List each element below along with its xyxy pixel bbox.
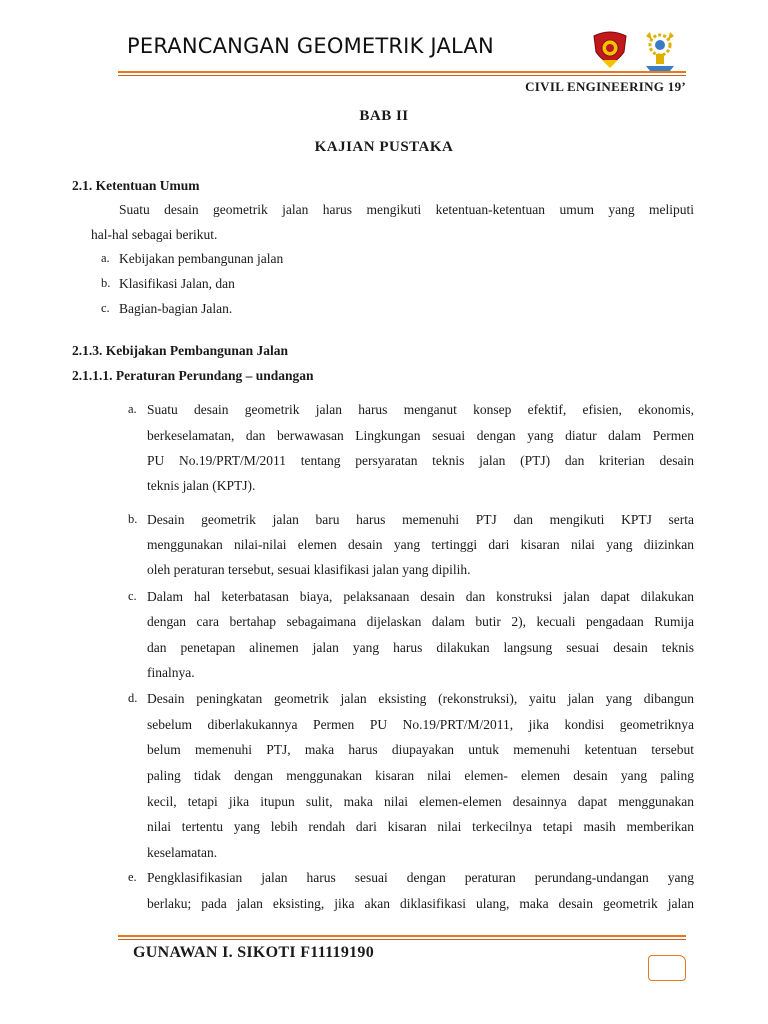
list-item-line: finalnya. [147,665,195,680]
footer-author: GUNAWAN I. SIKOTI F11119190 [133,944,375,961]
list-item-line: teknis jalan (KPTJ). [147,478,256,493]
section-heading-2-1-1-1: 2.1.1.1. Peraturan Perundang – undangan [72,368,314,383]
list-marker: b. [101,276,111,290]
page-number-box [648,955,686,981]
header-rule-thin [118,75,686,76]
list-item-line: PU No.19/PRT/M/2011 tentang persyaratan teknis jalan (PTJ) dan kriterian desain [147,453,694,468]
chapter-number: BAB II [359,108,409,124]
university-emblem-icon [594,32,626,68]
list-item-line: oleh peraturan tersebut, sesuai klasifikasi jalan yang dipilih. [147,562,471,577]
list-item-line: paling tidak dengan menggunakan kisaran nilai elemen- elemen desain yang paling [147,768,694,783]
list-item-line: nilai tertentu yang lebih rendah dari kisaran nilai terkecilnya tetapi masih memberikan [147,819,694,834]
list-item-line: berlaku; pada jalan eksisting, jika akan diklasifikasi ulang, maka desain geometrik jalan [147,896,694,911]
list-item: Kebijakan pembangunan jalan [119,251,284,266]
document-header-title: PERANCANGAN GEOMETRIK JALAN [127,34,494,58]
header-logos [590,30,686,72]
list-marker: e. [128,870,137,884]
chapter-title: KAJIAN PUSTAKA [314,139,454,155]
header-rule-thick [118,71,686,73]
list-item-line: Desain geometrik jalan baru harus memenuhi PTJ dan mengikuti KPTJ serta [147,512,694,527]
list-item-line: Desain peningkatan geometrik jalan eksisting (rekonstruksi), yaitu jalan yang dibangun [147,691,694,706]
list-item: Bagian-bagian Jalan. [119,301,233,316]
list-marker: a. [128,402,137,416]
list-item-line: Dalam hal keterbatasan biaya, pelaksanaan desain dan konstruksi jalan dapat dilakukan [147,589,694,604]
list-item-line: Suatu desain geometrik jalan harus menganut konsep efektif, efisien, ekonomis, [147,402,694,417]
list-item-line: belum memenuhi PTJ, maka harus diupayakan untuk memenuhi ketentuan tersebut [147,742,694,757]
list-item-line: sebelum diberlakukannya Permen PU No.19/PRT/M/2011, jika kondisi geometriknya [147,717,694,732]
list-item-line: dengan cara bertahap sebagaimana dijelaskan dalam butir 2), kecuali pengadaan Rumija [147,614,694,629]
paragraph-line: hal-hal sebagai berikut. [91,227,218,242]
section-heading-2-1: 2.1. Ketentuan Umum [72,178,200,193]
list-item: Klasifikasi Jalan, dan [119,276,235,291]
list-item-line: berkeselamatan, dan berwawasan Lingkungan sesuai dengan yang diatur dalam Permen [147,428,694,443]
header-subtitle: CIVIL ENGINEERING 19’ [525,79,686,94]
list-item-line: Pengklasifikasian jalan harus sesuai dengan peraturan perundang-undangan yang [147,870,694,885]
list-marker: b. [128,512,138,526]
list-marker: a. [101,251,110,265]
engineering-emblem-icon [646,32,674,71]
list-item-line: kecil, tetapi jika itupun sulit, maka nilai elemen-elemen desainnya dapat menggunakan [147,794,694,809]
list-item-line: dan penetapan alinemen jalan yang harus dilakukan langsung sesuai desain teknis [147,640,694,655]
section-heading-2-1-3: 2.1.3. Kebijakan Pembangunan Jalan [72,343,289,358]
list-marker: c. [101,301,110,315]
footer-rule-thin [118,939,686,940]
list-marker: c. [128,589,137,603]
list-item-line: keselamatan. [147,845,218,860]
paragraph-line: Suatu desain geometrik jalan harus mengikuti ketentuan-ketentuan umum yang meliputi [119,202,694,217]
list-marker: d. [128,691,138,705]
list-item-line: menggunakan nilai-nilai elemen desain yang tertinggi dari kisaran nilai yang diizinkan [147,537,694,552]
footer-rule-thick [118,935,686,937]
